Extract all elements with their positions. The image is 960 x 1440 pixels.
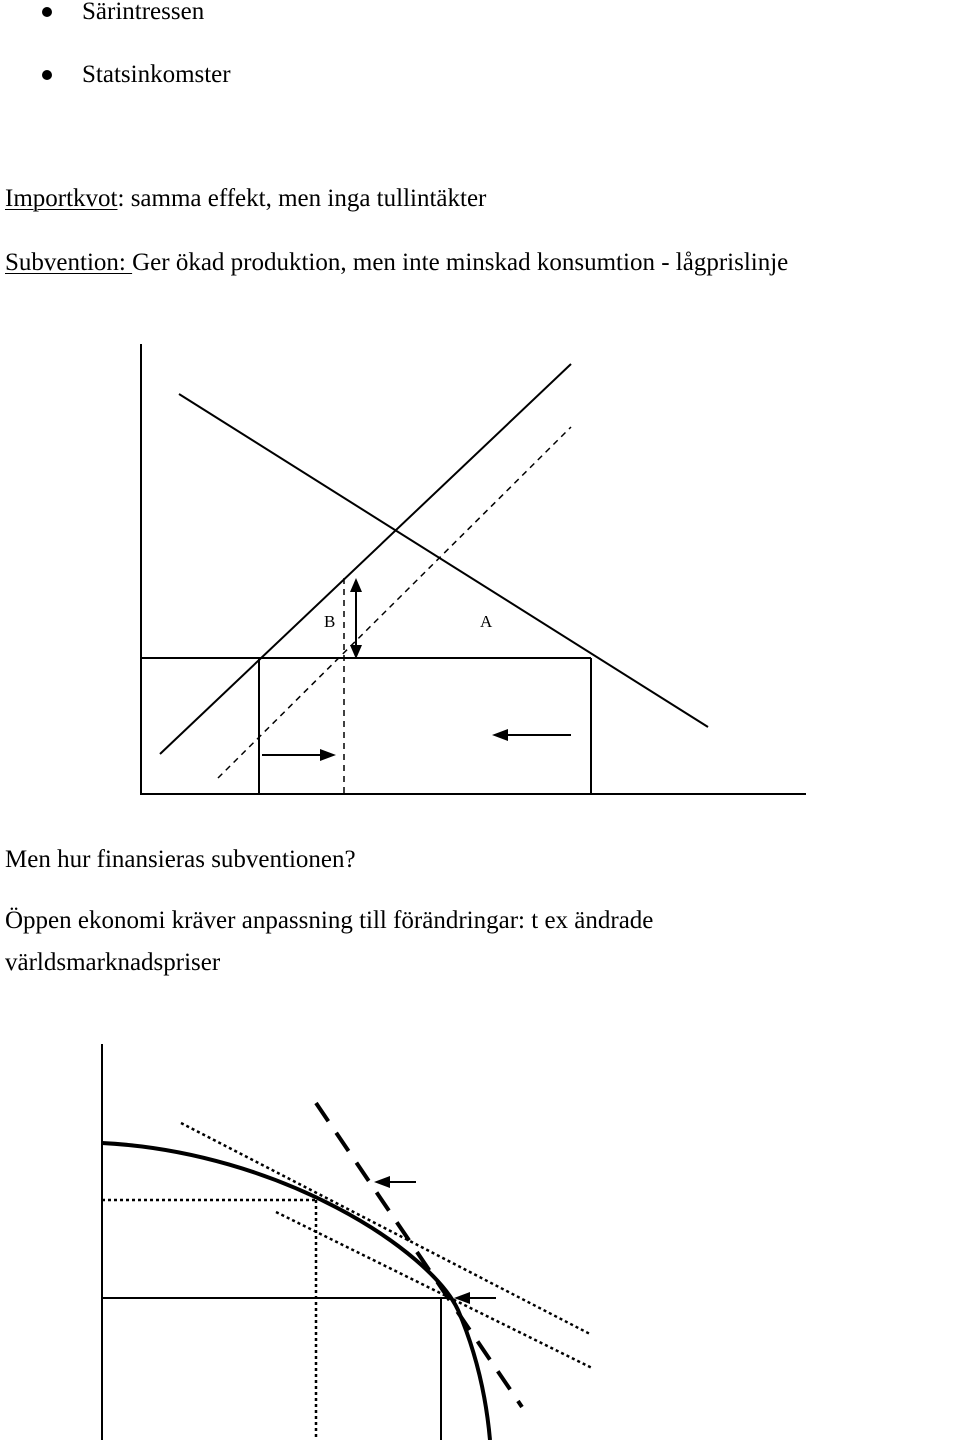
arrow-right-icon xyxy=(320,749,336,761)
open-economy-line-2: världsmarknadspriser xyxy=(5,949,221,976)
arrow-left-icon xyxy=(374,1176,390,1188)
arrow-left-icon xyxy=(492,729,508,741)
subvention-text: Ger ökad produktion, men inte minskad konsumtion - lågprislinje xyxy=(132,249,789,276)
label-b: B xyxy=(324,612,336,631)
arrow-left-icon xyxy=(454,1292,470,1304)
ppf-diagram xyxy=(0,1030,960,1440)
dotted-price-line-2 xyxy=(276,1212,592,1368)
supply-curve xyxy=(160,364,571,754)
subvention-term: Subvention: xyxy=(5,249,133,276)
bullet-text: Särintressen xyxy=(82,0,205,25)
ppf-curve xyxy=(102,1143,490,1440)
importkvot-term: Importkvot xyxy=(5,185,118,212)
subsidy-arrow-up-icon xyxy=(350,578,362,592)
importkvot-text: : samma effekt, men inga tullintäkter xyxy=(117,185,487,212)
open-economy-line-1: Öppen ekonomi kräver anpassning till förändringar: t ex ändrade xyxy=(5,907,654,934)
question-paragraph: Men hur finansieras subventionen? xyxy=(5,846,356,873)
dotted-price-line-1 xyxy=(181,1123,590,1334)
bullet-text: Statsinkomster xyxy=(82,61,231,88)
label-a: A xyxy=(480,612,493,631)
subsidy-arrow-down-icon xyxy=(350,645,362,659)
dashed-price-line xyxy=(316,1103,522,1407)
subsidized-supply-curve xyxy=(218,427,571,778)
